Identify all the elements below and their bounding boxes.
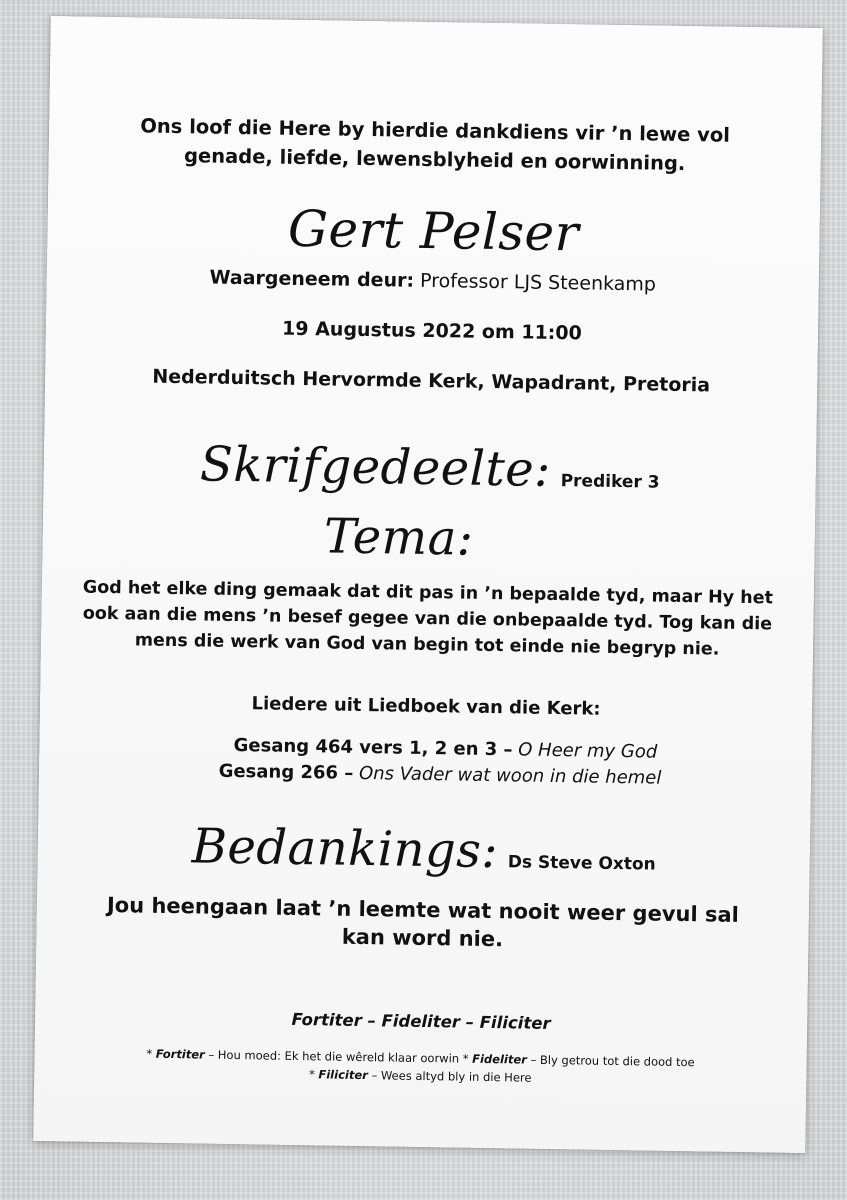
footnote-text: – Wees altyd bly in die Here: [367, 1068, 532, 1085]
officiant-line: [47, 264, 819, 298]
theme-line-3: mens die werk van God van begin tot einde nie begryp nie.: [134, 630, 720, 660]
service-venue: Nederduitsch Hervormde Kerk, Wapadrant, Pretoria: [152, 365, 711, 397]
scripture-value: Prediker 3: [560, 471, 660, 493]
intro-text: [48, 110, 821, 180]
footnote-term: Filiciter: [318, 1067, 368, 1083]
scripture-label: Skrifgedeelte:: [199, 436, 552, 498]
theme-text: [41, 574, 814, 664]
officiant-label: Waargeneem deur:: [209, 266, 415, 292]
theme-label: Tema:: [323, 508, 474, 567]
song-title: O Heer my God: [518, 739, 658, 763]
song-number: Gesang 464 vers 1, 2 en 3 –: [233, 734, 513, 761]
scripture-line: [43, 434, 816, 502]
song-title: Ons Vader wat woon in die hemel: [358, 762, 662, 789]
quote-line-1: Jou heengaan laat ’n leemte wat nooit weer gevul sal: [106, 892, 740, 927]
thanks-value: Ds Steve Oxton: [507, 852, 656, 875]
footnote-text: – Hou moed: Ek het die wêreld klaar oorwin: [204, 1047, 460, 1066]
footnote-term: Fideliter: [472, 1051, 527, 1067]
intro-line-1: Ons loof die Here by hierdie dankdiens vir ’n lewe vol: [140, 114, 731, 147]
service-card: [33, 16, 823, 1153]
footnote-term: Fortiter: [155, 1046, 205, 1062]
memorial-quote: [36, 890, 809, 958]
motto-footnotes: [34, 1043, 806, 1091]
theme-line-2: ook aan die mens ’n besef gegee van die onbepaalde tyd. Tog kan die: [82, 603, 773, 635]
songs-heading: Liedere uit Liedboek van die Kerk:: [251, 693, 601, 720]
footnote-line: * Filiciter – Wees altyd bly in die Here: [308, 1067, 532, 1085]
family-motto: Fortiter – Fideliter – Filiciter: [291, 1009, 551, 1033]
song-number: Gesang 266 –: [218, 760, 354, 784]
deceased-name: Gert Pelser: [287, 199, 580, 263]
theme-line-1: God het elke ding gemaak dat dit pas in ’n bepaalde tyd, maar Hy het: [82, 577, 774, 609]
intro-line-2: genade, liefde, lewensblyheid en oorwinning.: [183, 144, 686, 175]
footnote-line: * Fortiter – Hou moed: Ek het die wêreld klaar oorwin * Fideliter – Bly getrou tot die dood toe: [146, 1046, 695, 1070]
thanks-line: [37, 816, 810, 884]
thanks-label: Bedankings:: [191, 818, 499, 880]
quote-line-2: kan word nie.: [341, 924, 504, 952]
service-date: 19 Augustus 2022 om 11:00: [281, 317, 582, 345]
officiant-value: Professor LJS Steenkamp: [419, 269, 657, 296]
footnote-text: – Bly getrou tot die dood toe: [526, 1052, 695, 1070]
